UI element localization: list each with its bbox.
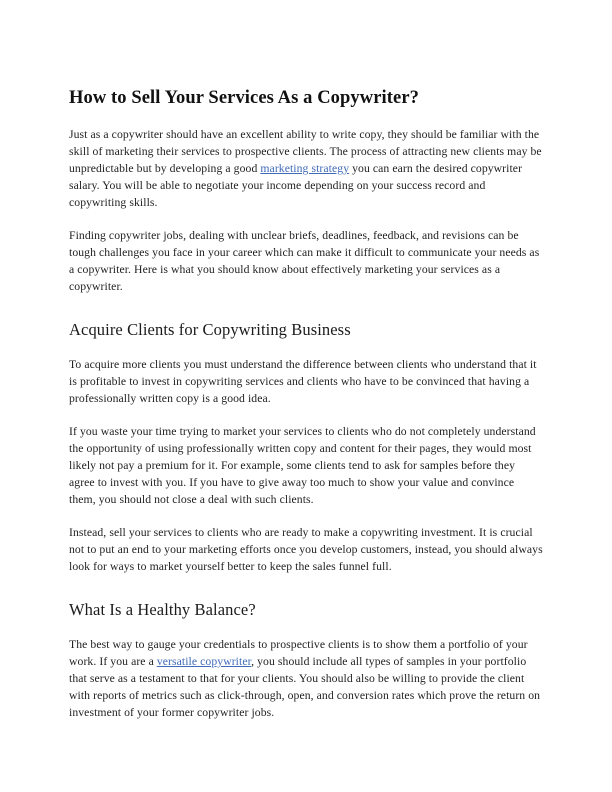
section-heading-acquire-clients: Acquire Clients for Copywriting Business [69, 320, 351, 339]
versatile-copywriter-link[interactable]: versatile copywriter [156, 655, 252, 668]
section-1-paragraph-2: If you waste your time trying to market your services to clients who do not completely understand the opportunity of using professionally written copy and content for their pages, they would most likely not pay a premium for it. For example, some clients tend to ask for samples before they agree to invest with you. If you have to give away too much to show your value and convince them, you should not close a deal with such clients. [69, 425, 536, 506]
section-2-paragraph-1 [69, 636, 543, 721]
paragraph-text-before-link: The best way to gauge your credentials to prospective clients is to show them a portfolio of your work. If you are a [69, 638, 531, 668]
page-title: How to Sell Your Services As a Copywriter? [69, 88, 420, 108]
section-heading-healthy-balance: What Is a Healthy Balance? [69, 600, 256, 619]
paragraph-text-after-link: , you should include all types of samples in your portfolio that serve as a testament to that for your clients. You should also be willing to provide the client with reports of metrics such as click-through, open, and conversion rates which prove the return on investment of your former copywriter jobs. [69, 655, 544, 719]
section-1-paragraph-3: Instead, sell your services to clients who are ready to make a copywriting investment. It is crucial not to put an end to your marketing efforts once you develop customers, instead, you should always look for ways to market yourself better to keep the sales funnel full. [69, 526, 543, 573]
paragraph-text-before-link: Just as a copywriter should have an excellent ability to write copy, they should be familiar with the skill of marketing their services to prospective clients. The process of attracting new clients may be unpredictable but by developing a good [69, 128, 545, 175]
section-1-paragraph-1: To acquire more clients you must understand the difference between clients who understand that it is profitable to invest in copywriting services and clients who have to be convinced that having a professionally written copy is a good idea. [69, 358, 537, 405]
intro-paragraph-2: Finding copywriter jobs, dealing with unclear briefs, deadlines, feedback, and revisions can be tough challenges you face in your career which can make it difficult to communicate your needs as a copywriter. Here is what you should know about effectively marketing your services as a copywriter. [69, 229, 540, 293]
paragraph-text-after-link: you can earn the desired copywriter salary. You will be able to negotiate your income depending on your success record and copywriting skills. [69, 162, 526, 209]
intro-paragraph-1 [69, 126, 543, 211]
marketing-strategy-link[interactable]: marketing strategy [260, 162, 350, 175]
